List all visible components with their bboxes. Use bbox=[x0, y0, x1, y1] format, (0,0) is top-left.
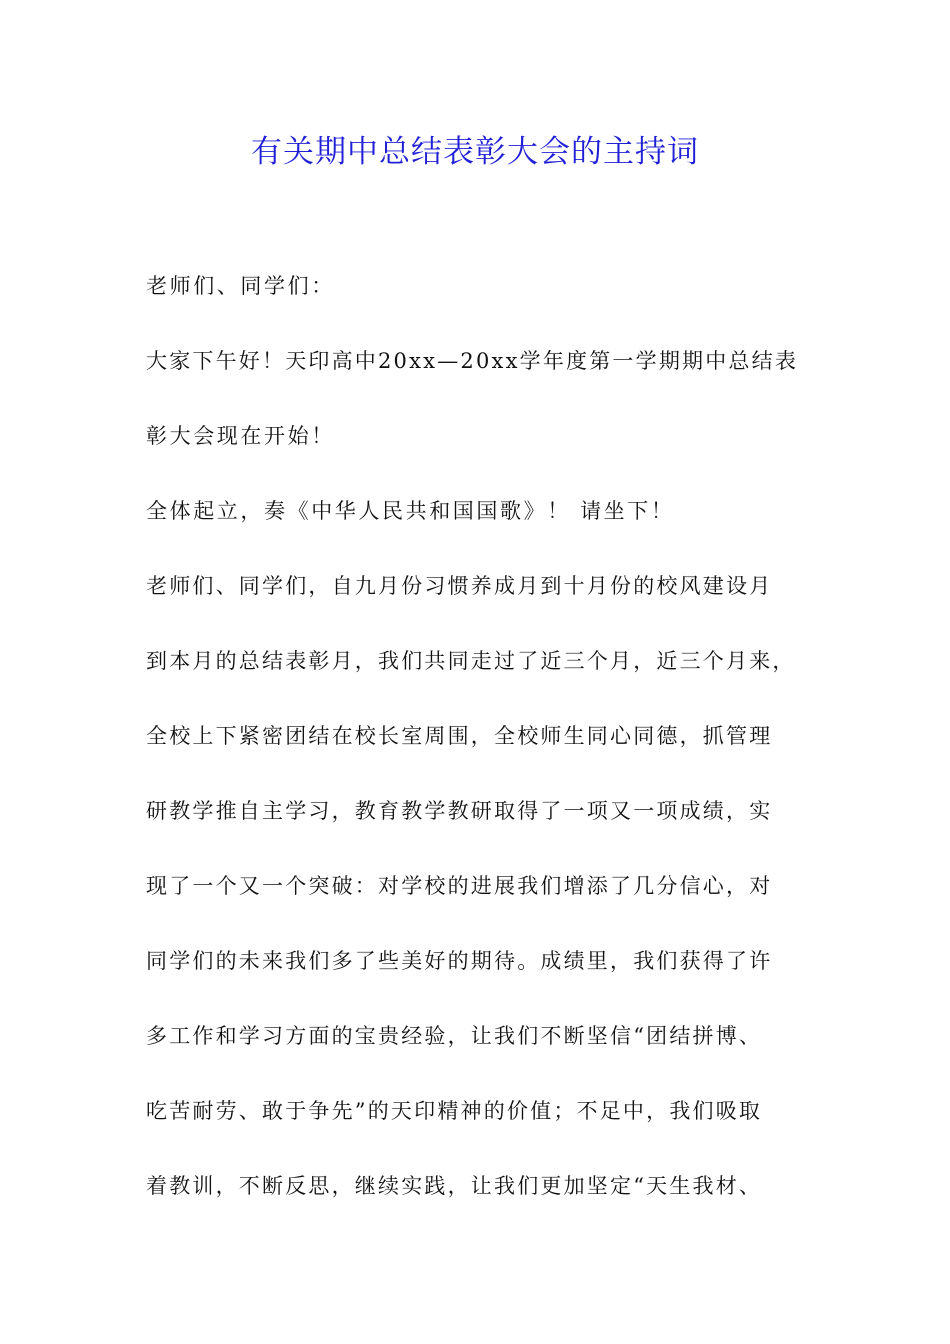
body-line: 全体起立，奏《中华人民共和国国歌》！ 请坐下！ bbox=[146, 499, 675, 523]
body-line: 老师们、同学们： bbox=[146, 274, 335, 298]
body-line: 多工作和学习方面的宝贵经验，让我们不断坚信“团结拼博、 bbox=[146, 1024, 763, 1048]
body-line: 现了一个又一个突破：对学校的进展我们增添了几分信心，对 bbox=[146, 874, 773, 898]
body-line: 吃苦耐劳、敢于争先”的天印精神的价值；不足中，我们吸取 bbox=[146, 1099, 763, 1123]
document-title: 有关期中总结表彰大会的主持词 bbox=[251, 134, 699, 170]
body-line: 研教学推自主学习，教育教学教研取得了一项又一项成绩，实 bbox=[146, 799, 773, 823]
body-line: 大家下午好！天印高中20xx—20xx学年度第一学期期中总结表 bbox=[146, 349, 799, 373]
body-line: 全校上下紧密团结在校长室周围，全校师生同心同德，抓管理 bbox=[146, 724, 773, 748]
body-line: 到本月的总结表彰月，我们共同走过了近三个月，近三个月来， bbox=[146, 649, 796, 673]
body-line: 彰大会现在开始！ bbox=[146, 424, 335, 448]
body-line: 着教训，不断反思，继续实践，让我们更加坚定“天生我材、 bbox=[146, 1174, 763, 1198]
document-body bbox=[146, 264, 836, 1239]
body-line: 同学们的未来我们多了些美好的期待。成绩里，我们获得了许 bbox=[146, 949, 773, 973]
body-line: 老师们、同学们，自九月份习惯养成月到十月份的校风建设月 bbox=[146, 574, 773, 598]
